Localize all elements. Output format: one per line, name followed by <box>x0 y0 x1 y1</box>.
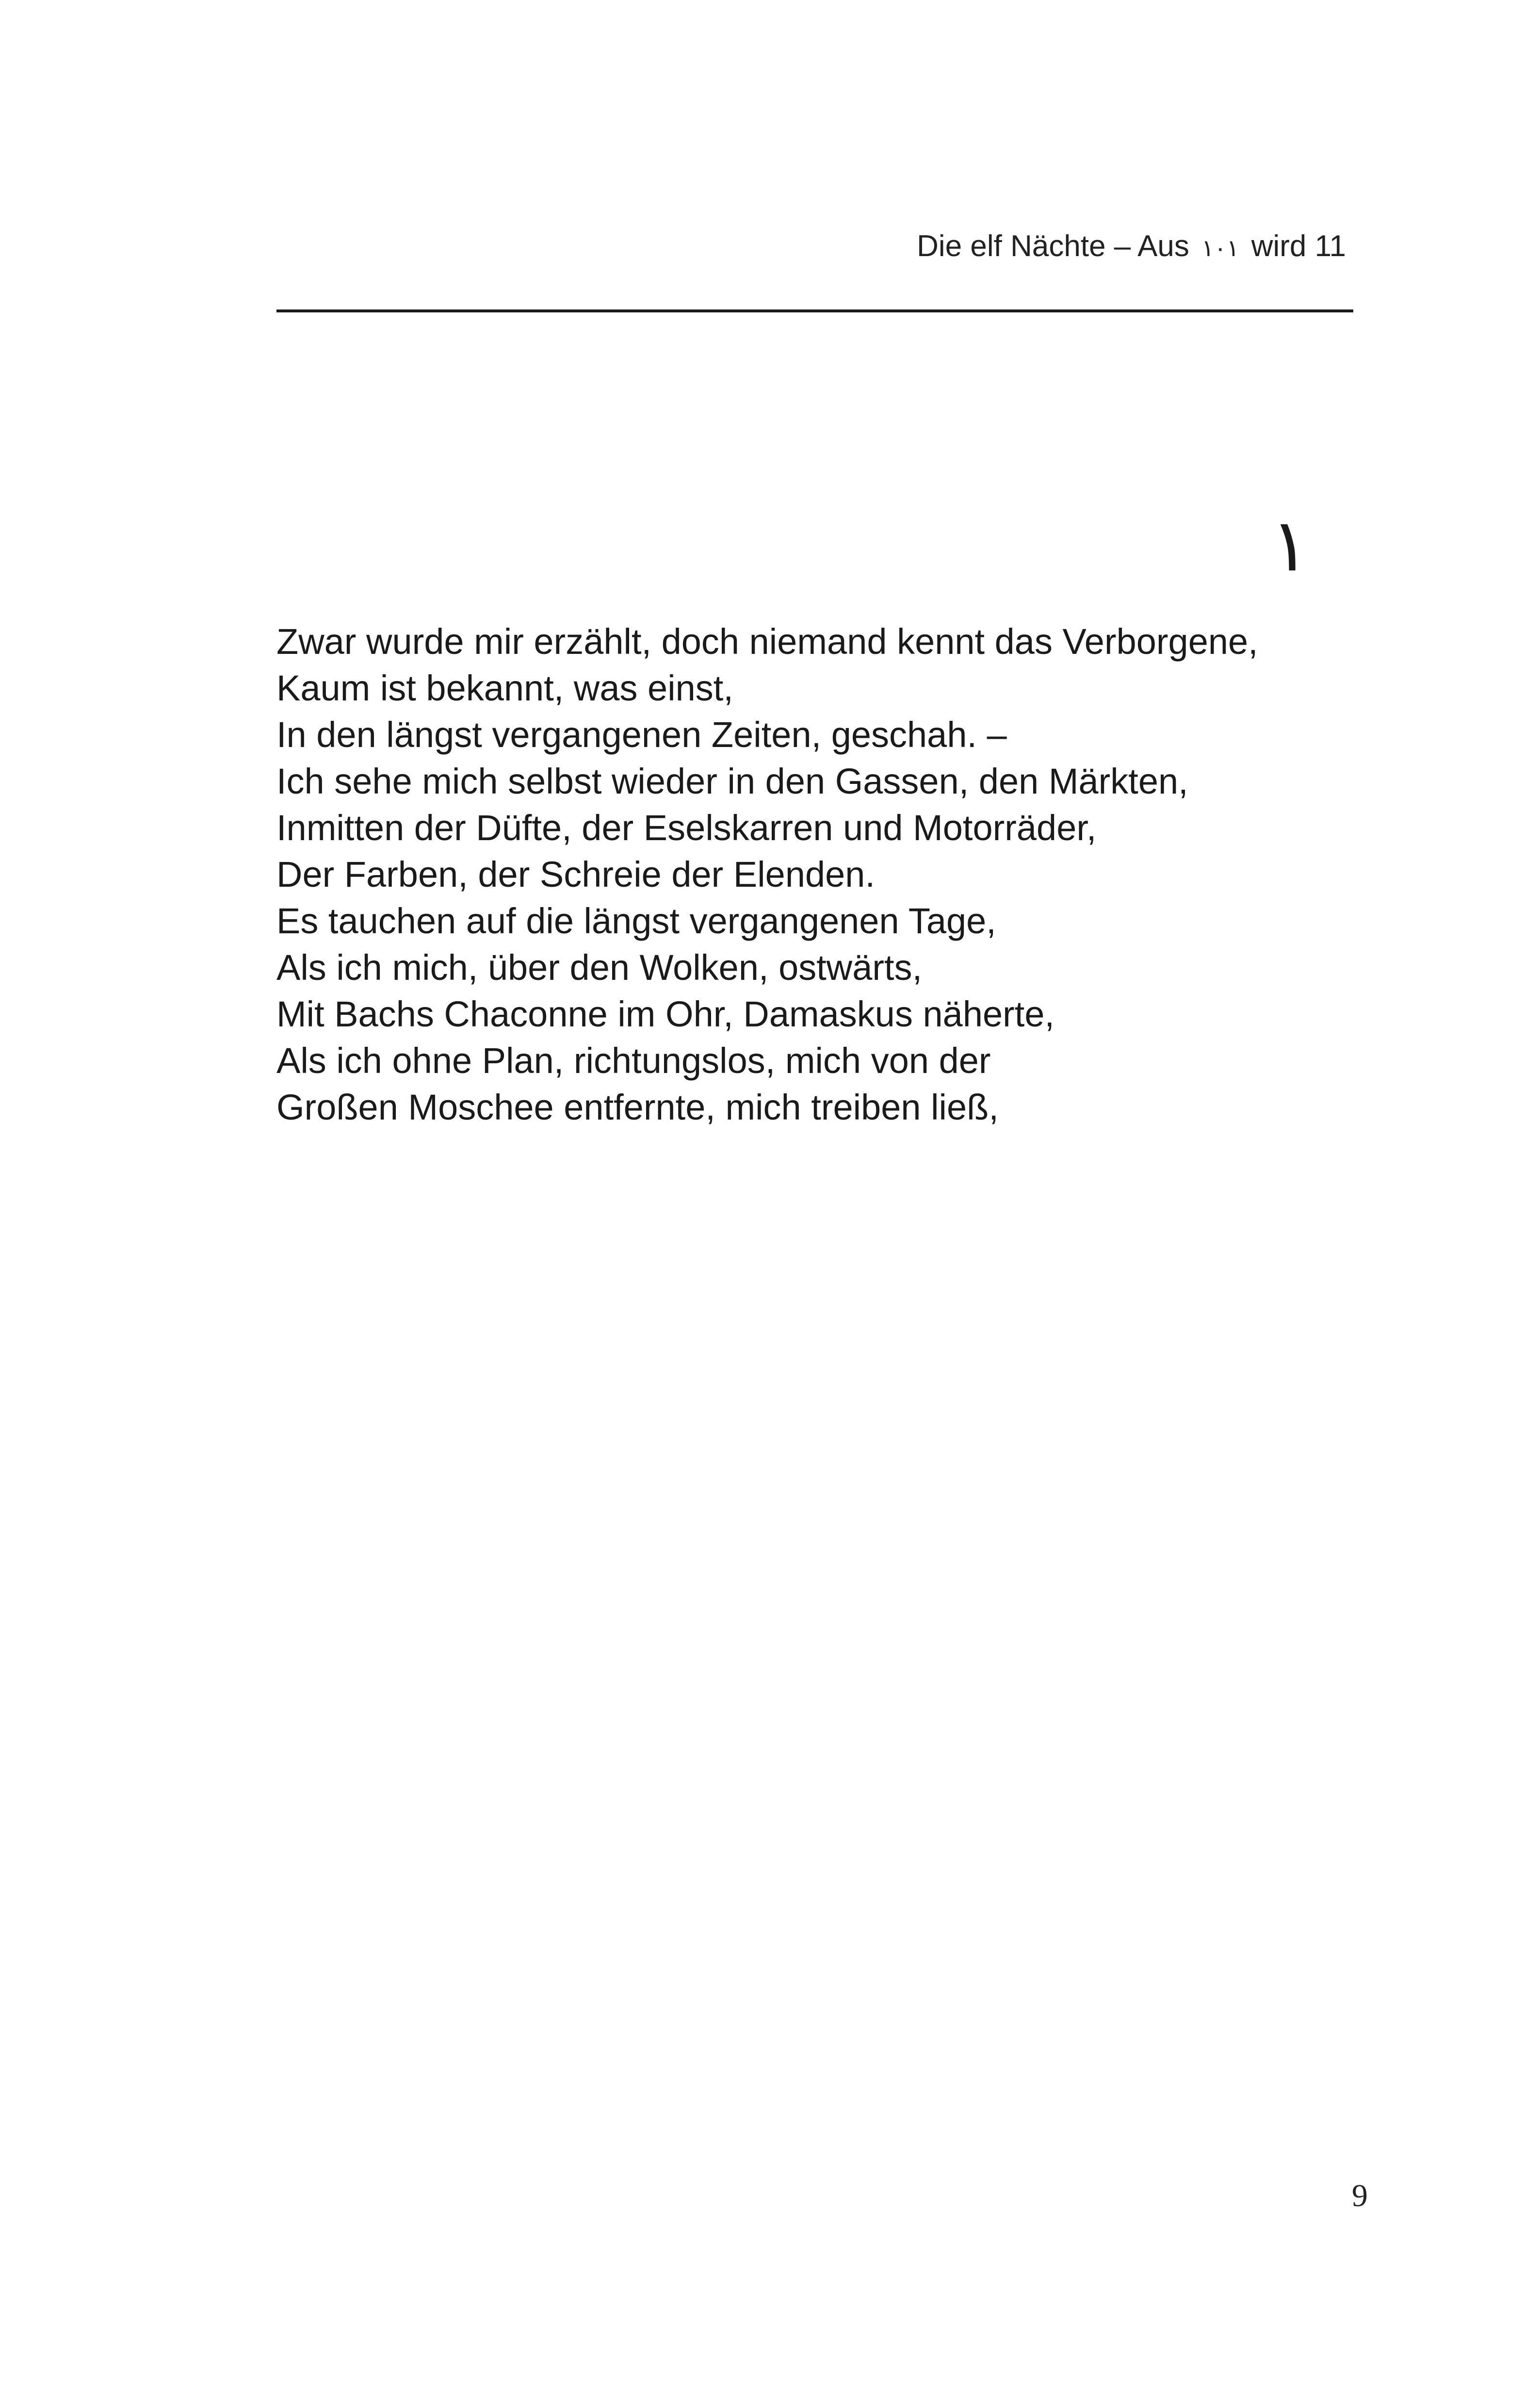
section-number: ١ <box>1270 504 1310 588</box>
verse-line: Als ich ohne Plan, richtungslos, mich von der <box>276 1040 991 1081</box>
verse-line: Inmitten der Düfte, der Eselskarren und Motorräder, <box>276 808 1097 848</box>
running-header-arabic-number: ١٠١ <box>1201 235 1239 262</box>
verse-line: Kaum ist bekannt, was einst, <box>276 668 733 708</box>
header-divider <box>276 309 1353 312</box>
verse-line: Großen Moschee entfernte, mich treiben ließ, <box>276 1087 999 1127</box>
page-number: 9 <box>1352 2178 1368 2213</box>
running-header-title: Die elf Nächte – Aus <box>917 229 1189 263</box>
verse-line: Der Farben, der Schreie der Elenden. <box>276 854 875 894</box>
verse-line: Als ich mich, über den Wolken, ostwärts, <box>276 947 923 988</box>
verse-line: Es tauchen auf die längst vergangenen Tage, <box>276 901 996 941</box>
verse-line: In den längst vergangenen Zeiten, geschah. – <box>276 715 1007 755</box>
verse-line: Mit Bachs Chaconne im Ohr, Damaskus näherte, <box>276 994 1055 1034</box>
verse-line: Ich sehe mich selbst wieder in den Gassen, den Märkten, <box>276 761 1188 801</box>
verse-line: Zwar wurde mir erzählt, doch niemand kennt das Verborgene, <box>276 621 1258 662</box>
running-header-suffix: wird 11 <box>1251 229 1346 263</box>
running-header <box>276 227 1346 266</box>
poem-text <box>276 618 1392 1131</box>
